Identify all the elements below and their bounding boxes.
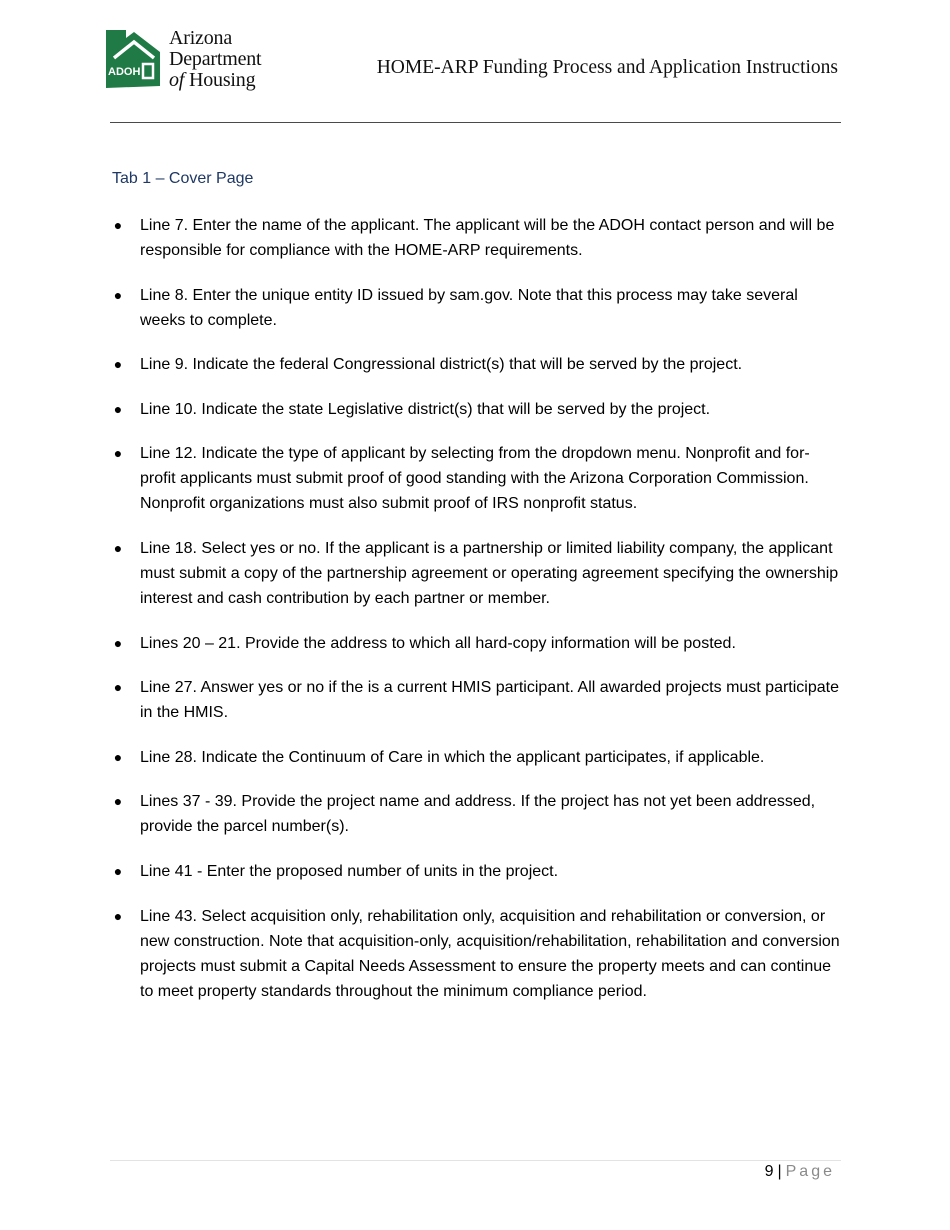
- bullet-icon: ●: [113, 793, 123, 810]
- list-item: [110, 904, 845, 1004]
- footer-divider: [110, 1160, 841, 1161]
- list-item-text: Line 10. Indicate the state Legislative district(s) that will be served by the project.: [140, 400, 711, 418]
- logo-line-1: Arizona: [169, 27, 233, 49]
- logo-line-3: [169, 70, 261, 91]
- page-separator: |: [777, 1163, 782, 1180]
- logo-badge-text: ADOH: [108, 66, 141, 78]
- list-item: [110, 213, 845, 263]
- bullet-icon: ●: [113, 445, 123, 462]
- list-item-text: Line 7. Enter the name of the applicant. The applicant will be the ADOH contact person and will be responsible for compliance with the HOME-ARP requirements.: [140, 217, 835, 259]
- page-label: Page: [785, 1163, 835, 1180]
- bullet-icon: ●: [113, 356, 123, 373]
- list-item: [110, 675, 845, 725]
- logo-housing: Housing: [188, 69, 256, 91]
- logo-wordmark: [169, 28, 261, 91]
- list-item-text: Lines 20 – 21. Provide the address to which all hard-copy information will be posted.: [140, 634, 736, 652]
- list-item-text: Line 9. Indicate the federal Congressional district(s) that will be served by the project.: [140, 356, 743, 374]
- bullet-icon: ●: [113, 679, 123, 696]
- list-item: [110, 745, 845, 770]
- document-title: HOME-ARP Funding Process and Application Instructions: [376, 57, 838, 78]
- bullet-icon: ●: [113, 400, 123, 417]
- bullet-icon: ●: [113, 907, 123, 924]
- section-heading: Tab 1 – Cover Page: [112, 170, 254, 187]
- logo-line-2: Department: [169, 48, 262, 70]
- list-item: [110, 283, 845, 333]
- list-item-text: Line 28. Indicate the Continuum of Care in which the applicant participates, if applicable.: [140, 748, 765, 766]
- list-item-text: Line 41 - Enter the proposed number of units in the project.: [140, 862, 559, 880]
- list-item-text: Line 27. Answer yes or no if the is a current HMIS participant. All awarded projects must participate in the HMIS.: [140, 679, 839, 722]
- adoh-logo: [104, 28, 279, 94]
- list-item: [110, 536, 845, 611]
- list-item: [110, 789, 845, 839]
- header-divider: [110, 122, 841, 123]
- page-number: 9: [764, 1163, 774, 1180]
- bullet-icon: ●: [113, 286, 123, 303]
- list-item-text: Lines 37 - 39. Provide the project name and address. If the project has not yet been addressed, provide the parcel number(s).: [140, 793, 816, 836]
- house-logo-icon: [104, 28, 164, 90]
- list-item: [110, 859, 845, 884]
- list-item-text: Line 8. Enter the unique entity ID issued by sam.gov. Note that this process may take several weeks to complete.: [140, 286, 798, 329]
- instruction-list: [110, 213, 845, 1023]
- page-footer: [765, 1163, 835, 1181]
- list-item: [110, 352, 845, 377]
- bullet-icon: ●: [113, 217, 123, 233]
- bullet-icon: ●: [113, 634, 123, 651]
- bullet-icon: ●: [113, 862, 123, 879]
- list-item: [110, 441, 845, 516]
- list-item-text: Line 18. Select yes or no. If the applicant is a partnership or limited liability company, the applicant must submit a copy of the partnership agreement or operating agreement specifying the ownership interest and cash contribution by each partner or member.: [140, 539, 839, 607]
- bullet-icon: ●: [113, 539, 123, 556]
- list-item-text: Line 12. Indicate the type of applicant by selecting from the dropdown menu. Nonprofit and for-profit applicants must submit proof of good standing with the Arizona Corporation Commission. Nonprofit organizations must also submit proof of IRS nonprofit status.: [140, 445, 810, 513]
- list-item: [110, 397, 845, 422]
- bullet-icon: ●: [113, 748, 123, 765]
- page-header: [0, 0, 950, 125]
- logo-of: of: [169, 69, 185, 91]
- list-item-text: Line 43. Select acquisition only, rehabilitation only, acquisition and rehabilitation or conversion, or new construction. Note that acquisition-only, acquisition/rehabilitation, rehabilitation and conversion projects must submit a Capital Needs Assessment to ensure the property meets and can continue to meet property standards throughout the minimum compliance period.: [140, 907, 840, 1000]
- list-item: [110, 631, 845, 656]
